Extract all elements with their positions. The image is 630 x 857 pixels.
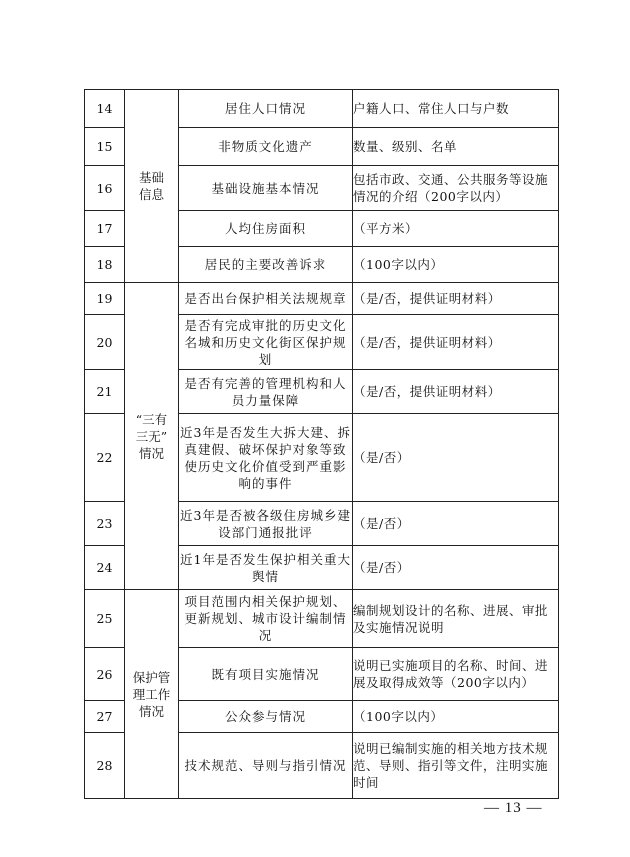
category-label: 基础 信息	[138, 170, 164, 202]
category-cell	[125, 90, 179, 283]
item-cell: 非物质文化遗产	[179, 128, 353, 166]
info-table	[84, 89, 559, 799]
item-cell: 近3年是否发生大拆大建、拆真建假、破坏保护对象等致使历史文化价值受到严重影响的事件	[179, 414, 353, 502]
requirement-cell: （是/否，提供证明材料）	[353, 283, 559, 315]
category-cell	[125, 283, 179, 590]
row-number: 21	[85, 370, 125, 414]
item-cell: 基础设施基本情况	[179, 166, 353, 211]
table-row	[85, 90, 559, 128]
item-cell: 近3年是否被各级住房城乡建设部门通报批评	[179, 502, 353, 546]
requirement-cell: （是/否，提供证明材料）	[353, 315, 559, 370]
row-number: 20	[85, 315, 125, 370]
requirement-cell: 户籍人口、常住人口与户数	[353, 90, 559, 128]
row-number: 25	[85, 590, 125, 648]
table-row	[85, 283, 559, 315]
requirement-cell: 数量、级别、名单	[353, 128, 559, 166]
requirement-cell: （100字以内）	[353, 701, 559, 733]
row-number: 14	[85, 90, 125, 128]
item-cell: 既有项目实施情况	[179, 648, 353, 701]
item-cell: 技术规范、导则与指引情况	[179, 733, 353, 799]
item-cell: 人均住房面积	[179, 211, 353, 247]
item-cell: 居住人口情况	[179, 90, 353, 128]
item-cell: 公众参与情况	[179, 701, 353, 733]
requirement-cell: （是/否）	[353, 414, 559, 502]
requirement-cell: （是/否，提供证明材料）	[353, 370, 559, 414]
page-number: — 13 —	[484, 800, 543, 816]
requirement-cell: （是/否）	[353, 502, 559, 546]
row-number: 27	[85, 701, 125, 733]
item-cell: 是否有完成审批的历史文化名城和历史文化街区保护规划	[179, 315, 353, 370]
requirement-cell: 说明已实施项目的名称、时间、进展及取得成效等（200字以内）	[353, 648, 559, 701]
row-number: 26	[85, 648, 125, 701]
row-number: 18	[85, 247, 125, 283]
category-cell	[125, 590, 179, 799]
row-number: 17	[85, 211, 125, 247]
item-cell: 居民的主要改善诉求	[179, 247, 353, 283]
item-cell: 是否有完善的管理机构和人员力量保障	[179, 370, 353, 414]
row-number: 22	[85, 414, 125, 502]
row-number: 19	[85, 283, 125, 315]
row-number: 15	[85, 128, 125, 166]
row-number: 16	[85, 166, 125, 211]
requirement-cell: （100字以内）	[353, 247, 559, 283]
requirement-cell: 编制规划设计的名称、进展、审批及实施情况说明	[353, 590, 559, 648]
category-label: 保护管 理工作 情况	[132, 669, 171, 719]
item-cell: 是否出台保护相关法规规章	[179, 283, 353, 315]
requirement-cell: （平方米）	[353, 211, 559, 247]
row-number: 24	[85, 546, 125, 590]
requirement-cell: （是/否）	[353, 546, 559, 590]
requirement-cell: 说明已编制实施的相关地方技术规范、导则、指引等文件，注明实施时间	[353, 733, 559, 799]
item-cell: 近1年是否发生保护相关重大舆情	[179, 546, 353, 590]
category-label: “三有 三无” 情况	[135, 411, 168, 461]
table-row	[85, 590, 559, 648]
item-cell: 项目范围内相关保护规划、更新规划、城市设计编制情况	[179, 590, 353, 648]
requirement-cell: 包括市政、交通、公共服务等设施情况的介绍（200字以内）	[353, 166, 559, 211]
row-number: 23	[85, 502, 125, 546]
row-number: 28	[85, 733, 125, 799]
